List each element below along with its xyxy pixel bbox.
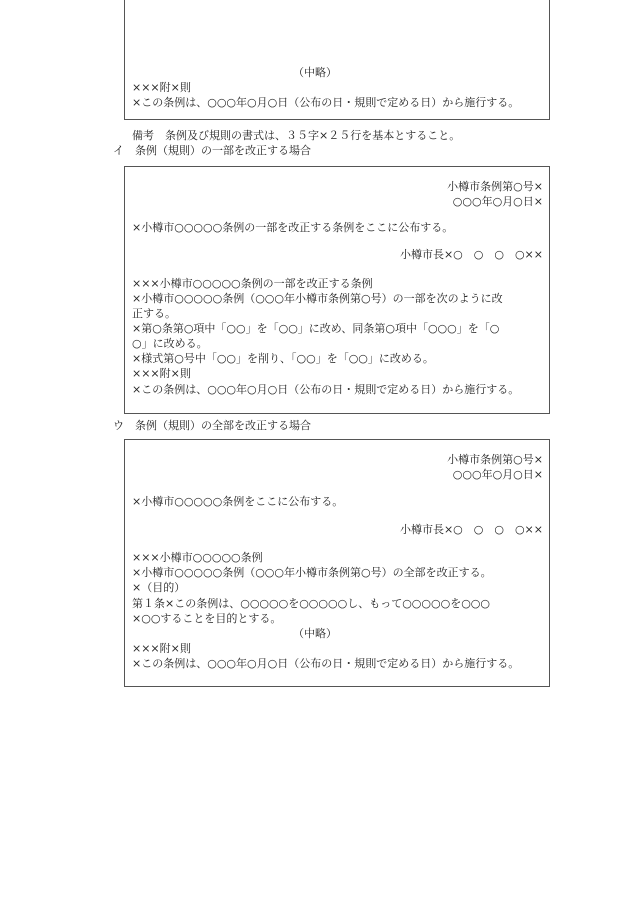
mayor-name: 小樽市長×○ ○ ○ ○×× bbox=[399, 523, 543, 536]
body-line: ×この条例は、○○○年○月○日（公布の日・規則で定める日）から施行する。 bbox=[132, 383, 520, 396]
body-line: 第１条×この条例は、○○○○○を○○○○○し、もって○○○○○を○○○ bbox=[132, 597, 490, 610]
body-line: ×小樽市○○○○○条例（○○○年小樽市条例第○号）の一部を次のように改 bbox=[132, 292, 503, 305]
body-line: ×小樽市○○○○○条例（○○○年小樽市条例第○号）の全部を改正する。 bbox=[132, 566, 492, 579]
body-line: ×第○条第○項中「○○」を「○○」に改め、同条第○項中「○○○」を「○ bbox=[132, 322, 500, 335]
effective-date-clause: ×この条例は、○○○年○月○日（公布の日・規則で定める日）から施行する。 bbox=[132, 96, 520, 109]
ordinance-date: ○○○年○月○日× bbox=[452, 195, 543, 208]
body-line: ○」に改める。 bbox=[132, 337, 208, 350]
section-u-heading: ウ 条例（規則）の全部を改正する場合 bbox=[113, 419, 311, 432]
ordinance-number: 小樽市条例第○号× bbox=[447, 453, 543, 466]
body-line: 正する。 bbox=[132, 307, 176, 320]
mayor-name: 小樽市長×○ ○ ○ ○×× bbox=[399, 248, 543, 261]
ordinance-title: ×××小樽市○○○○○条例の一部を改正する条例 bbox=[132, 277, 373, 290]
body-line: ×様式第○号中「○○」を削り、「○○」を「○○」に改める。 bbox=[132, 352, 434, 365]
body-line: ×○○することを目的とする。 bbox=[132, 612, 282, 625]
omitted-marker: （中略） bbox=[293, 66, 337, 79]
body-line: ×（目的） bbox=[132, 581, 186, 594]
ordinance-number: 小樽市条例第○号× bbox=[447, 180, 543, 193]
section-i-heading: イ 条例（規則）の一部を改正する場合 bbox=[113, 144, 311, 157]
promulgation-text: ×小樽市○○○○○条例の一部を改正する条例をここに公布する。 bbox=[132, 221, 454, 234]
effective-date-clause: ×この条例は、○○○年○月○日（公布の日・規則で定める日）から施行する。 bbox=[132, 657, 520, 670]
body-line: ×××附×則 bbox=[132, 367, 191, 380]
supplementary-provisions-heading: ×××附×則 bbox=[132, 642, 191, 655]
note-text: 備考 条例及び規則の書式は、３５字×２５行を基本とすること。 bbox=[132, 129, 461, 142]
omitted-marker: （中略） bbox=[293, 627, 337, 640]
promulgation-text: ×小樽市○○○○○条例をここに公布する。 bbox=[132, 495, 344, 508]
ordinance-date: ○○○年○月○日× bbox=[452, 468, 543, 481]
supplementary-provisions-heading: ×××附×則 bbox=[132, 81, 191, 94]
ordinance-title: ×××小樽市○○○○○条例 bbox=[132, 551, 263, 564]
